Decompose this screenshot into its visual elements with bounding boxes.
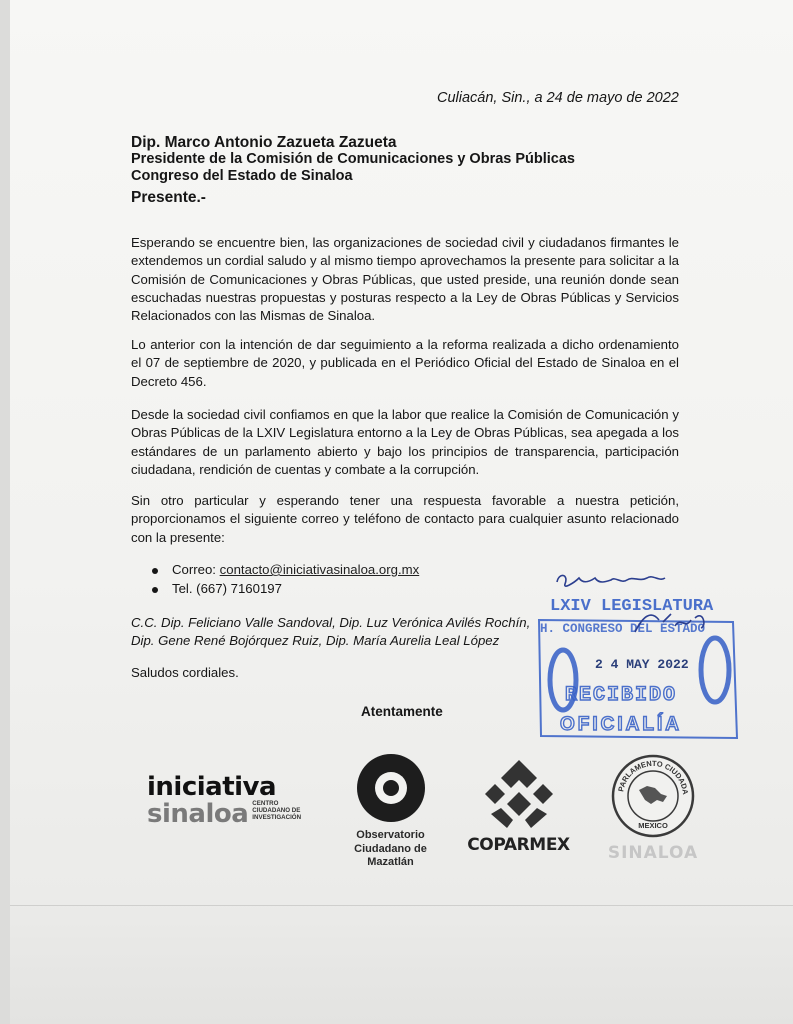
letter-date: Culiacán, Sin., a 24 de mayo de 2022 (437, 90, 679, 106)
logo-sinaloa-word: sinaloa (147, 799, 249, 829)
bullet-icon (152, 587, 158, 593)
cc-list (131, 614, 551, 650)
coparmex-name: COPARMEX (467, 835, 570, 855)
body-paragraph-4: Sin otro particular y esperando tener una respuesta favorable a nuestra petición, proporcionamos el siguiente correo y teléfono de contacto para cualquier asunto relacionado con la presente: (131, 493, 679, 545)
bullet-icon (152, 568, 158, 574)
sign-off: Atentamente (361, 704, 443, 719)
body-paragraph-2: Lo anterior con la intención de dar seguimiento a la reforma realizada a dicho ordenamiento el 07 de septiembre de 2020, y publicada en el Periódico Oficial del Estado de Sinaloa en el Decreto 456. (131, 337, 679, 389)
parlamento-ciudadano-logo (594, 750, 712, 863)
logo-iniciativa-subtitle (252, 800, 301, 821)
parlamento-country: MEXICO (638, 821, 668, 830)
subtitle-line-3: INVESTIGACIÓN (252, 814, 302, 821)
cc-line-2: Dip. Gene René Bojórquez Ruiz, Dip. María Aurelia Leal López (131, 633, 500, 648)
contact-phone-item (152, 581, 282, 596)
stamp-congress: H. CONGRESO DEL ESTADO (540, 622, 706, 636)
observatorio-logo (343, 752, 438, 870)
observatorio-line-2: Ciudadano de (354, 842, 427, 855)
recipient-position: Presidente de la Comisión de Comunicaciones y Obras Públicas (131, 151, 575, 167)
subtitle-line-1: CENTRO (252, 800, 279, 807)
recipient-name: Dip. Marco Antonio Zazueta Zazueta (131, 134, 397, 151)
contact-email-link[interactable]: contacto@iniciativasinaloa.org.mx (219, 562, 420, 577)
coparmex-emblem-icon (477, 758, 561, 830)
body-paragraph-1: Esperando se encuentre bien, las organizaciones de sociedad civil y ciudadanos firmantes le extendemos un cordial saludo y al mismo tiempo aprovechamos la presente para solicitar a la Comisión de Comunicaciones y Obras Públicas, que usted preside, una reunión donde sean escuchadas nuestras propuestas y posturas respecto a la Ley de Obras Públicas y Servicios Relacionados con las Mismas de Sinaloa. (131, 235, 679, 324)
salutation: Presente.- (131, 189, 206, 206)
observatorio-line-3: Mazatlán (367, 856, 414, 868)
paper-fold-line (10, 905, 793, 906)
stamp-received: RECIBIDO (565, 684, 678, 707)
stamp-letter-o (701, 638, 729, 702)
iniciativa-sinaloa-logo (147, 774, 327, 828)
logo-iniciativa-word: iniciativa (147, 772, 277, 802)
stamp-office: OFICIALÍA (560, 714, 682, 735)
subtitle-line-2: CIUDADANO DE (252, 807, 301, 814)
contact-phone: Tel. (667) 7160197 (172, 581, 282, 596)
received-stamp (535, 570, 745, 745)
observatorio-line-1: Observatorio (356, 829, 425, 841)
stamp-date: 2 4 MAY 2022 (595, 657, 689, 672)
recipient-congress: Congreso del Estado de Sinaloa (131, 168, 353, 184)
coparmex-logo (456, 758, 581, 855)
handwritten-signature (557, 575, 665, 586)
parlamento-ring-text: PARLAMENTO CIUDADA (616, 758, 691, 796)
observatorio-text (343, 829, 438, 870)
observatorio-eye-icon (355, 752, 427, 824)
stamp-legislature: LXIV LEGISLATURA (550, 597, 714, 616)
parlamento-state: SINALOA (607, 843, 699, 863)
body-paragraph-3: Desde la sociedad civil confiamos en que la labor que realice la Comisión de Comunicación y Obras Públicas de la LXIV Legislatura entorno a la Ley de Obras Públicas, sea apegada a los estándares de un parlamento abierto y bajo los principios de transparencia, participación ciudadana, rendición de cuentas y combate a la corrupción. (131, 407, 679, 477)
cc-line-1: C.C. Dip. Feliciano Valle Sandoval, Dip. Luz Verónica Avilés Rochín, (131, 615, 531, 630)
contact-email-label: Correo: (172, 562, 220, 577)
parlamento-seal-icon (605, 750, 701, 840)
contact-email-item (152, 562, 419, 577)
closing-text: Saludos cordiales. (131, 665, 239, 680)
